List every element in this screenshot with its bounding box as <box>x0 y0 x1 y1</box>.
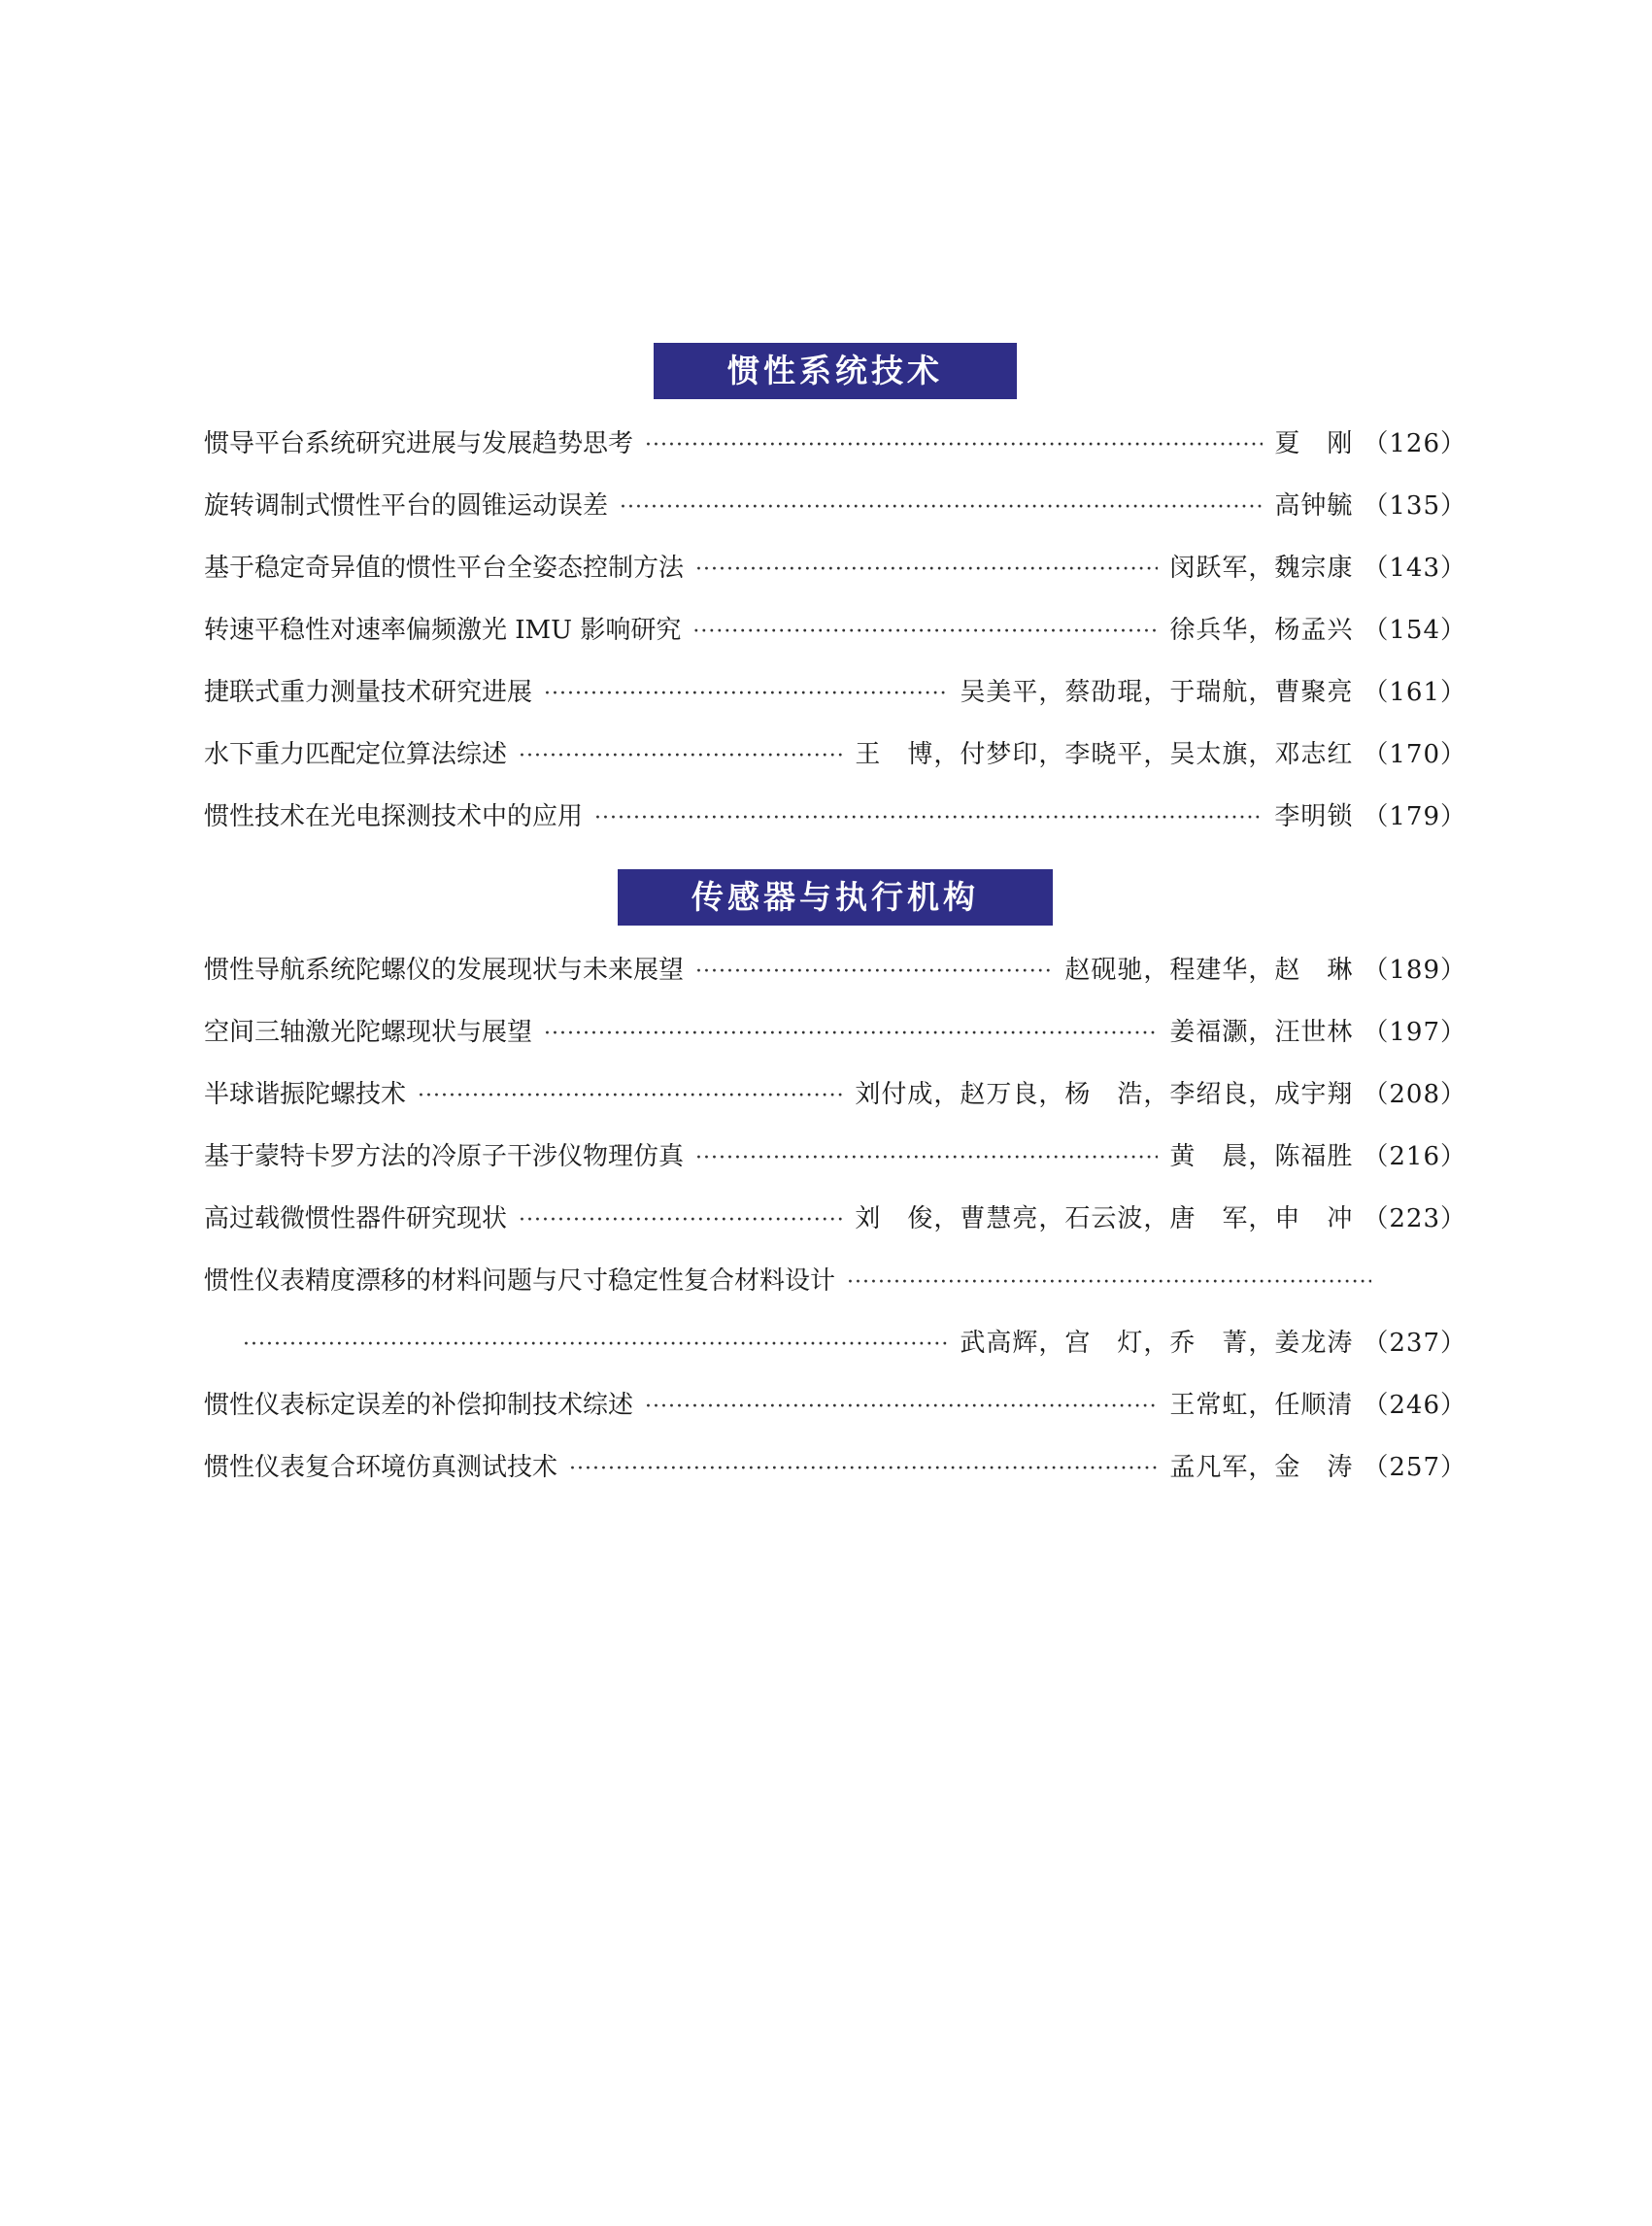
toc-entry[interactable] <box>204 413 1467 475</box>
toc-entry[interactable] <box>204 475 1467 537</box>
entry-page: （257） <box>1363 1453 1467 1482</box>
toc-entry[interactable] <box>204 661 1467 724</box>
toc-entry[interactable] <box>204 1374 1467 1436</box>
entry-list <box>204 413 1467 848</box>
entry-authors: 王 博，付梦印，李晓平，吴太旗，邓志红 <box>855 740 1354 769</box>
entry-authors: 吴美平，蔡劭琨，于瑞航，曹聚亮 <box>960 678 1354 707</box>
dot-leader <box>594 788 1263 850</box>
entry-title: 半球谐振陀螺技术 <box>204 1080 407 1109</box>
toc-entry-line1[interactable] <box>204 1250 1467 1312</box>
toc-entry[interactable] <box>204 1188 1467 1250</box>
entry-page: （246） <box>1363 1391 1467 1420</box>
dot-leader <box>620 477 1263 539</box>
entry-title: 惯性导航系统陀螺仪的发展现状与未来展望 <box>204 956 685 985</box>
entry-page: （135） <box>1363 491 1467 521</box>
entry-title: 空间三轴激光陀螺现状与展望 <box>204 1018 533 1047</box>
entry-page: （189） <box>1363 956 1467 985</box>
toc-entry[interactable] <box>204 724 1467 786</box>
section-heading: 惯性系统技术 <box>654 343 1017 399</box>
entry-page: （126） <box>1363 429 1467 458</box>
section-heading: 传感器与执行机构 <box>618 869 1053 926</box>
entry-authors: 刘付成，赵万良，杨 浩，李绍良，成宇翔 <box>855 1080 1354 1109</box>
entry-title: 基于稳定奇异值的惯性平台全姿态控制方法 <box>204 554 685 583</box>
entry-page: （208） <box>1363 1080 1467 1109</box>
entry-title: 惯性仪表复合环境仿真测试技术 <box>204 1453 558 1482</box>
toc-entry[interactable] <box>204 1126 1467 1188</box>
entry-title: 惯性仪表精度漂移的材料问题与尺寸稳定性复合材料设计 <box>204 1266 836 1296</box>
entry-title: 水下重力匹配定位算法综述 <box>204 740 508 769</box>
entry-title: 转速平稳性对速率偏频激光 IMU 影响研究 <box>204 616 682 645</box>
toc-entry[interactable] <box>204 537 1467 599</box>
dot-leader <box>544 1003 1158 1065</box>
entry-list <box>204 939 1467 1499</box>
dot-leader <box>519 1190 843 1252</box>
dot-leader <box>519 725 843 788</box>
entry-authors: 高钟毓 <box>1274 491 1354 521</box>
entry-authors: 姜福灏，汪世林 <box>1169 1018 1354 1047</box>
dot-leader <box>243 1314 948 1376</box>
entry-authors: 闵跃军，魏宗康 <box>1169 554 1354 583</box>
entry-page: （237） <box>1363 1329 1467 1358</box>
dot-leader <box>569 1438 1158 1501</box>
entry-authors: 王常虹，任顺清 <box>1169 1391 1354 1420</box>
entry-authors: 武高辉，宫 灯，乔 菁，姜龙涛 <box>960 1329 1354 1358</box>
entry-title: 惯性仪表标定误差的补偿抑制技术综述 <box>204 1391 634 1420</box>
toc-entry[interactable] <box>204 939 1467 1001</box>
toc-entry[interactable] <box>204 599 1467 661</box>
dot-leader <box>695 941 1053 1003</box>
entry-page: （143） <box>1363 554 1467 583</box>
dot-leader <box>692 601 1158 663</box>
entry-authors: 赵砚驰，程建华，赵 琳 <box>1064 956 1354 985</box>
entry-page: （161） <box>1363 678 1467 707</box>
entry-authors: 徐兵华，杨孟兴 <box>1169 616 1354 645</box>
toc-entry[interactable] <box>204 786 1467 848</box>
entry-title: 旋转调制式惯性平台的圆锥运动误差 <box>204 491 609 521</box>
entry-title: 基于蒙特卡罗方法的冷原子干涉仪物理仿真 <box>204 1142 685 1171</box>
dot-leader <box>645 415 1263 477</box>
entry-page: （223） <box>1363 1204 1467 1233</box>
entry-title: 捷联式重力测量技术研究进展 <box>204 678 533 707</box>
toc-entry[interactable] <box>204 1436 1467 1499</box>
dot-leader <box>645 1376 1158 1438</box>
entry-authors: 刘 俊，曹慧亮，石云波，唐 军，申 冲 <box>855 1204 1354 1233</box>
entry-page: （179） <box>1363 802 1467 831</box>
entry-page: （170） <box>1363 740 1467 769</box>
entry-title: 高过载微惯性器件研究现状 <box>204 1204 508 1233</box>
section-inertial-systems <box>204 343 1467 848</box>
entry-authors: 夏 刚 <box>1274 429 1354 458</box>
entry-authors: 孟凡军，金 涛 <box>1169 1453 1354 1482</box>
entry-title: 惯性技术在光电探测技术中的应用 <box>204 802 584 831</box>
dot-leader <box>695 1128 1158 1190</box>
entry-authors: 黄 晨，陈福胜 <box>1169 1142 1354 1171</box>
entry-page: （216） <box>1363 1142 1467 1171</box>
toc-entry-line2[interactable] <box>204 1312 1467 1374</box>
dot-leader <box>544 663 948 725</box>
toc-entry[interactable] <box>204 1001 1467 1063</box>
dot-leader <box>847 1252 1371 1314</box>
dot-leader <box>695 539 1158 601</box>
entry-page: （197） <box>1363 1018 1467 1047</box>
toc-entry[interactable] <box>204 1063 1467 1126</box>
entry-page: （154） <box>1363 616 1467 645</box>
dot-leader <box>418 1065 843 1128</box>
entry-title: 惯导平台系统研究进展与发展趋势思考 <box>204 429 634 458</box>
entry-authors: 李明锁 <box>1274 802 1354 831</box>
section-sensors-actuators <box>204 869 1467 1499</box>
